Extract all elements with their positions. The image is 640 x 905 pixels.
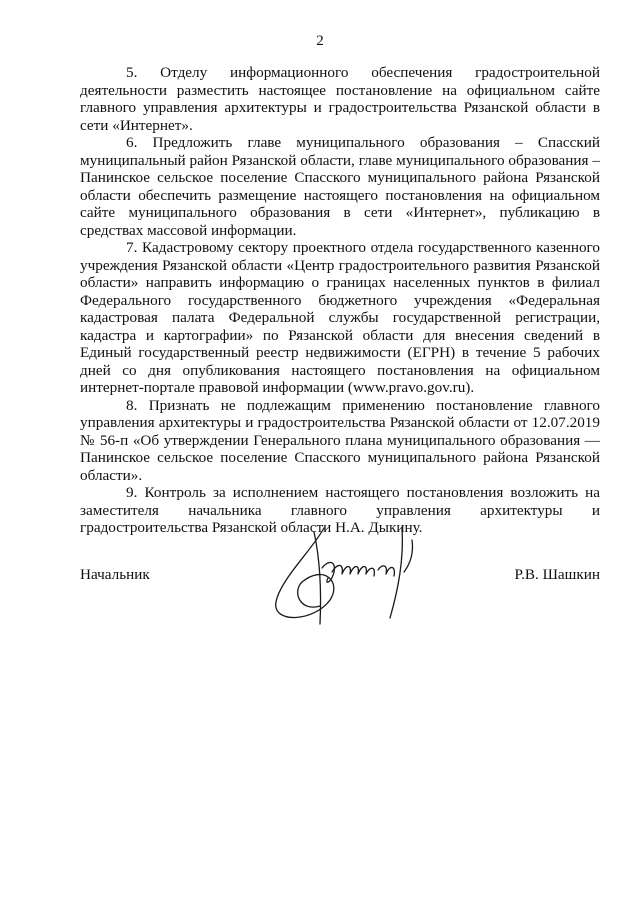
paragraph-6: 6. Предложить главе муниципального образования – Спасский муниципальный район Рязанской области, главе муниципального образования – Панинское сельское поселение Спасского муниципального района Рязанской области обеспечить размещение настоящего постановления на официальном сайте муниципального образования в сети «Интернет», публикацию в средствах массовой информации. bbox=[80, 134, 600, 239]
signer-name: Р.В. Шашкин bbox=[514, 566, 600, 583]
page-number: 2 bbox=[316, 33, 324, 49]
document-body bbox=[80, 64, 600, 537]
paragraph-9: 9. Контроль за исполнением настоящего постановления возложить на заместителя начальника главного управления архитектуры и градостроительства Рязанской области Н.А. Дыкину. bbox=[80, 484, 600, 536]
handwritten-signature-icon bbox=[262, 520, 452, 630]
paragraph-5: 5. Отделу информационного обеспечения градостроительной деятельности разместить настоящее постановление на официальном сайте главного управления архитектуры и градостроительства Рязанской области в сети «Интернет». bbox=[80, 64, 600, 134]
paragraph-7: 7. Кадастровому сектору проектного отдела государственного казенного учреждения Рязанской области «Центр градостроительного развития Рязанской области» направить информацию о границах населенных пунктов в филиал Федерального государственного бюджетного учреждения «Федеральная кадастровая палата Федеральной службы государственной регистрации, кадастра и картографии» по Рязанской области для внесения сведений в Единый государственный реестр недвижимости (ЕГРН) в течение 5 рабочих дней со дня опубликования настоящего постановления на официальном интернет-портале правовой информации (www.pravo.gov.ru). bbox=[80, 239, 600, 396]
signer-title: Начальник bbox=[80, 566, 150, 583]
paragraph-8: 8. Признать не подлежащим применению постановление главного управления архитектуры и градостроительства Рязанской области от 12.07.2019 № 56-п «Об утверждении Генерального плана муниципального образования — Панинское сельское поселение Спасского муниципального района Рязанской области». bbox=[80, 396, 600, 484]
